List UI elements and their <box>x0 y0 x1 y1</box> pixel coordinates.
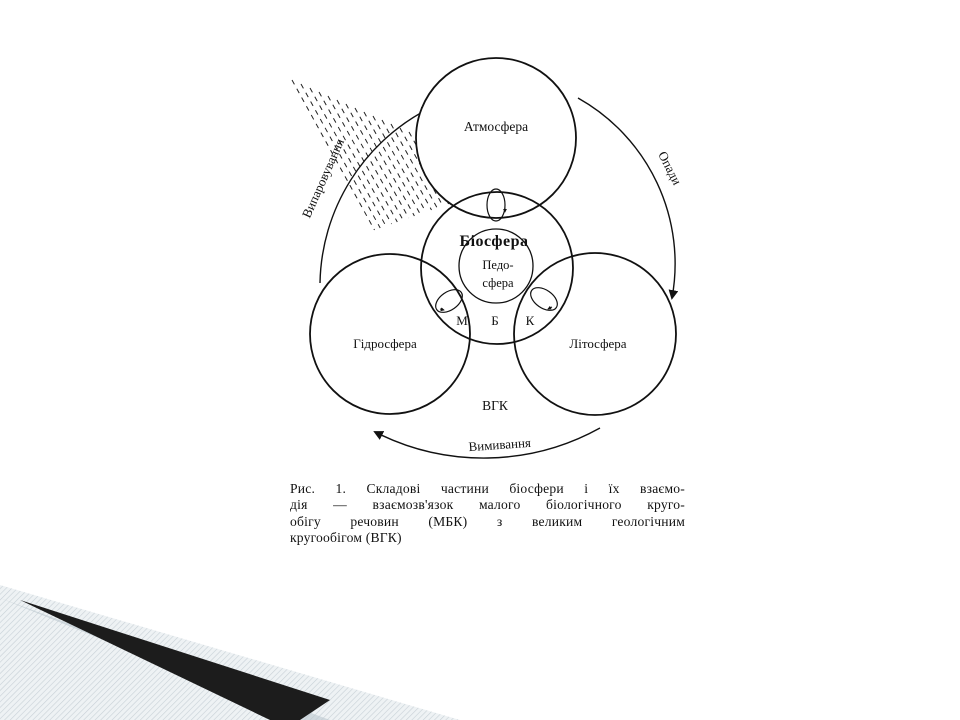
biosphere-label: Біосфера <box>459 233 529 250</box>
precipitation-label: Опади <box>655 148 685 188</box>
b-label: Б <box>491 313 499 328</box>
figure-caption-line-3: обігу речовин (МБК) з великим геологічним <box>290 514 685 529</box>
atmosphere-circle <box>416 58 576 218</box>
hatch-line <box>337 100 403 220</box>
hatch-line <box>364 112 420 214</box>
hydrosphere-circle <box>310 254 470 414</box>
atmosphere-label: Атмосфера <box>463 119 529 134</box>
figure-caption-line-1: Рис. 1. Складові частини біосфери і їх взаємо- <box>290 481 685 496</box>
pedosphere-label-line1: Педо- <box>482 258 514 272</box>
evaporation-label: Випаровування <box>298 136 348 221</box>
k-label: К <box>525 313 535 328</box>
m-label: М <box>456 313 468 328</box>
lithosphere-circle <box>514 253 676 415</box>
figure-caption-line-2: дія — взаємозв'язок малого біологічного круго- <box>290 497 685 512</box>
leaching-label: Вимивання <box>468 434 532 455</box>
vgk-label: ВГК <box>482 398 508 413</box>
pedosphere-label-line2: сфера <box>482 276 514 290</box>
hatch-line <box>346 104 409 218</box>
lithosphere-label: Літосфера <box>569 336 627 351</box>
hatch-line <box>310 88 386 226</box>
hydrosphere-label: Гідросфера <box>353 336 417 351</box>
figure-caption-line-4: кругообігом (ВГК) <box>290 530 402 545</box>
